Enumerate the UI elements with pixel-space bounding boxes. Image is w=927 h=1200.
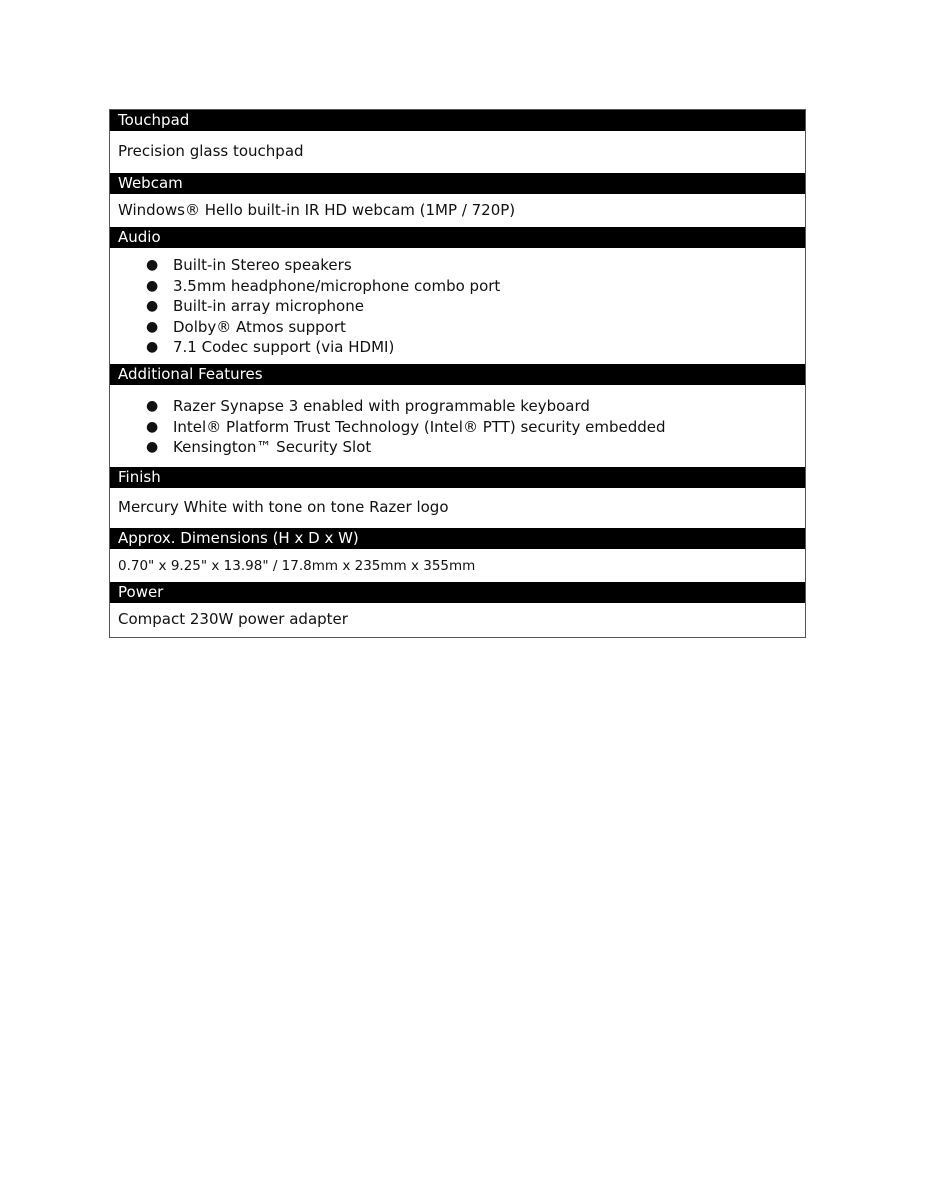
- spec-table: [109, 109, 806, 638]
- section-body-power: Compact 230W power adapter: [118, 610, 348, 628]
- list-item-text: Kensington™ Security Slot: [173, 438, 372, 457]
- bullet-icon: ●: [146, 318, 159, 335]
- bullet-icon: ●: [146, 339, 159, 356]
- list-item: [146, 255, 797, 276]
- list-item: [146, 337, 797, 358]
- list-item: [146, 296, 797, 317]
- section-header-webcam: Webcam: [110, 173, 805, 194]
- list-item-text: Built-in Stereo speakers: [173, 256, 352, 274]
- section-body-touchpad: Precision glass touchpad: [118, 142, 304, 160]
- section-header-dimensions: Approx. Dimensions (H x D x W): [110, 528, 805, 549]
- bullet-icon: ●: [146, 418, 159, 435]
- section-body-additional-features: [110, 385, 805, 467]
- bullet-icon: ●: [146, 257, 159, 273]
- bullet-icon: ●: [146, 439, 159, 456]
- features-list: [118, 396, 797, 458]
- list-item-text: Dolby® Atmos support: [173, 317, 346, 336]
- bullet-icon: ●: [146, 277, 159, 294]
- section-body-dimensions: 0.70" x 9.25" x 13.98" / 17.8mm x 235mm x 355mm: [118, 558, 476, 574]
- list-item: [146, 317, 797, 338]
- list-item-text: 3.5mm headphone/microphone combo port: [173, 276, 501, 295]
- list-item: [146, 276, 797, 297]
- list-item: [146, 396, 797, 417]
- section-header-power: Power: [110, 582, 805, 603]
- section-header-additional-features: Additional Features: [110, 364, 805, 385]
- audio-list: [118, 255, 797, 358]
- list-item-text: 7.1 Codec support (via HDMI): [173, 338, 395, 357]
- section-body-audio: [110, 248, 805, 364]
- section-header-finish: Finish: [110, 467, 805, 488]
- list-item-text: Razer Synapse 3 enabled with programmable keyboard: [173, 397, 590, 415]
- list-item: [146, 437, 797, 458]
- list-item: [146, 417, 797, 438]
- list-item-text: Intel® Platform Trust Technology (Intel® PTT) security embedded: [173, 417, 666, 436]
- bullet-icon: ●: [146, 298, 159, 315]
- list-item-text: Built-in array microphone: [173, 297, 364, 316]
- section-header-touchpad: Touchpad: [110, 110, 805, 131]
- section-header-audio: Audio: [110, 227, 805, 248]
- section-body-webcam: Windows® Hello built-in IR HD webcam (1MP / 720P): [118, 201, 516, 219]
- bullet-icon: ●: [146, 398, 159, 414]
- section-body-finish: Mercury White with tone on tone Razer logo: [118, 498, 449, 516]
